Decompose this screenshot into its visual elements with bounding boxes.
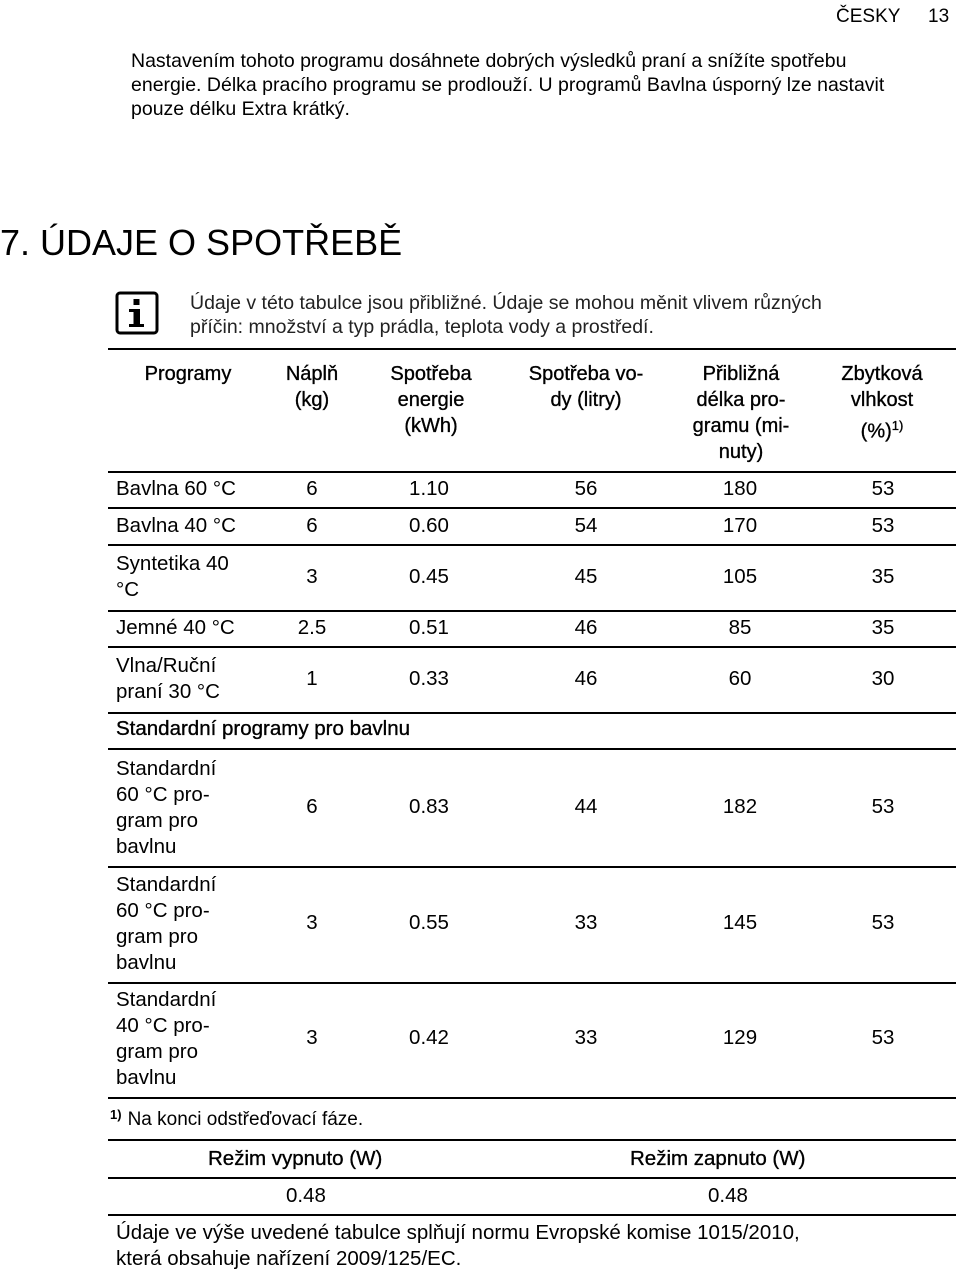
power-table-top-rule (108, 1139, 956, 1141)
table-row (108, 475, 956, 508)
cell-duration: 129 (722, 1026, 758, 1049)
cell-water: 46 (574, 616, 598, 639)
cell-water: 45 (574, 565, 598, 588)
page-number: 13 (928, 6, 950, 27)
cell-load: 2.5 (297, 616, 327, 639)
cell-moisture: 35 (871, 565, 895, 588)
cell-moisture: 53 (871, 795, 895, 818)
cell-energy: 0.55 (409, 911, 449, 934)
cell-water: 44 (574, 795, 598, 818)
cell-moisture: 30 (871, 667, 895, 690)
power-on-header: Režim zapnuto (W) (630, 1147, 806, 1170)
cell-load: 3 (306, 911, 318, 934)
footnote-text: Na konci odstřeďovací fáze. (127, 1109, 364, 1130)
cell-load: 6 (306, 514, 318, 537)
col-header-programs: Programy (144, 363, 232, 385)
table-bottom-rule (108, 1097, 956, 1099)
cell-duration: 105 (722, 565, 758, 588)
power-header-rule (108, 1177, 956, 1179)
cell-energy: 0.60 (409, 514, 449, 537)
cell-moisture: 53 (871, 514, 895, 537)
cell-water: 46 (574, 667, 598, 690)
cell-water: 33 (574, 911, 598, 934)
cell-load: 1 (306, 667, 318, 690)
standards-note (116, 1220, 800, 1272)
table-row (108, 986, 956, 1098)
row-rule (108, 610, 956, 612)
table-footnote (110, 1107, 363, 1131)
power-off-header: Režim vypnuto (W) (208, 1147, 383, 1170)
language-label: ČESKY (836, 6, 901, 27)
cell-program: Bavlna 60 °C (116, 477, 236, 500)
table-row (108, 652, 956, 712)
cell-program: Jemné 40 °C (116, 616, 235, 639)
col-header-energy: Spotřeba energie (kWh) (390, 363, 472, 437)
cell-energy: 0.51 (409, 616, 449, 639)
cell-energy: 0.83 (409, 795, 449, 818)
power-off-value: 0.48 (286, 1184, 326, 1207)
info-note (190, 291, 930, 339)
row-rule (108, 507, 956, 509)
cell-energy: 0.45 (409, 565, 449, 588)
row-rule (108, 646, 956, 648)
intro-line: pouze délku Extra krátký. (131, 98, 350, 120)
info-line: příčin: množství a typ prádla, teplota vody a prostředí. (190, 316, 654, 338)
cell-moisture: 35 (871, 616, 895, 639)
table-top-rule (108, 348, 956, 350)
cell-load: 6 (306, 477, 318, 500)
cell-load: 3 (306, 565, 318, 588)
cell-water: 33 (574, 1026, 598, 1049)
row-rule (108, 748, 956, 750)
intro-paragraph (131, 49, 941, 121)
standards-line: která obsahuje nařízení 2009/125/EC. (116, 1247, 462, 1270)
row-rule (108, 544, 956, 546)
cell-duration: 180 (722, 477, 758, 500)
cell-load: 6 (306, 795, 318, 818)
cell-program: Bavlna 40 °C (116, 514, 236, 537)
cell-program: Standardní 60 °C pro- gram pro bavlnu (116, 873, 217, 974)
row-rule (108, 866, 956, 868)
cell-program: Syntetika 40 °C (116, 552, 229, 601)
cell-load: 3 (306, 1026, 318, 1049)
table-row (108, 870, 956, 982)
table-subheading: Standardní programy pro bavlnu (116, 717, 411, 740)
cell-duration: 170 (722, 514, 758, 537)
info-line: Údaje v této tabulce jsou přibližné. Údaje se mohou měnit vlivem různých (190, 292, 822, 314)
footnote-mark: 1) (110, 1107, 122, 1122)
cell-program: Standardní 40 °C pro- gram pro bavlnu (116, 988, 217, 1089)
cell-moisture: 53 (871, 1026, 895, 1049)
cell-water: 56 (574, 477, 598, 500)
section-title: 7. ÚDAJE O SPOTŘEBĚ (0, 222, 403, 263)
row-rule (108, 982, 956, 984)
table-row (108, 549, 956, 609)
col-header-moisture: Zbytková vlhkost (%)$^{1)}$ (841, 363, 923, 443)
power-on-value: 0.48 (708, 1184, 748, 1207)
col-header-load: Náplň (kg) (285, 363, 339, 411)
cell-energy: 0.42 (409, 1026, 449, 1049)
info-icon (115, 291, 159, 335)
cell-duration: 60 (728, 667, 752, 690)
col-header-water: Spotřeba vo- dy (litry) (528, 363, 644, 411)
standards-line: Údaje ve výše uvedené tabulce splňují normu Evropské komise 1015/2010, (116, 1221, 800, 1244)
cell-program: Standardní 60 °C pro- gram pro bavlnu (116, 757, 217, 858)
table-row (108, 754, 956, 866)
power-table-bottom-rule (108, 1214, 956, 1216)
intro-line: energie. Délka pracího programu se prodlouží. U programů Bavlna úsporný lze nastavit (131, 74, 885, 96)
cell-moisture: 53 (871, 911, 895, 934)
col-header-duration: Přibližná délka pro- gramu (mi- nuty) (692, 363, 790, 463)
intro-line: Nastavením tohoto programu dosáhnete dobrých výsledků praní a snížíte spotřebu (131, 50, 847, 72)
cell-moisture: 53 (871, 477, 895, 500)
table-row (108, 614, 956, 647)
row-rule (108, 712, 956, 714)
cell-program: Vlna/Ruční praní 30 °C (116, 654, 220, 703)
table-row (108, 511, 956, 544)
header-rule (108, 471, 956, 473)
footnote-mark: 1) (891, 418, 904, 433)
cell-energy: 1.10 (409, 477, 449, 500)
cell-energy: 0.33 (409, 667, 449, 690)
cell-water: 54 (574, 514, 598, 537)
cell-duration: 85 (728, 616, 752, 639)
cell-duration: 182 (722, 795, 758, 818)
cell-duration: 145 (722, 911, 758, 934)
